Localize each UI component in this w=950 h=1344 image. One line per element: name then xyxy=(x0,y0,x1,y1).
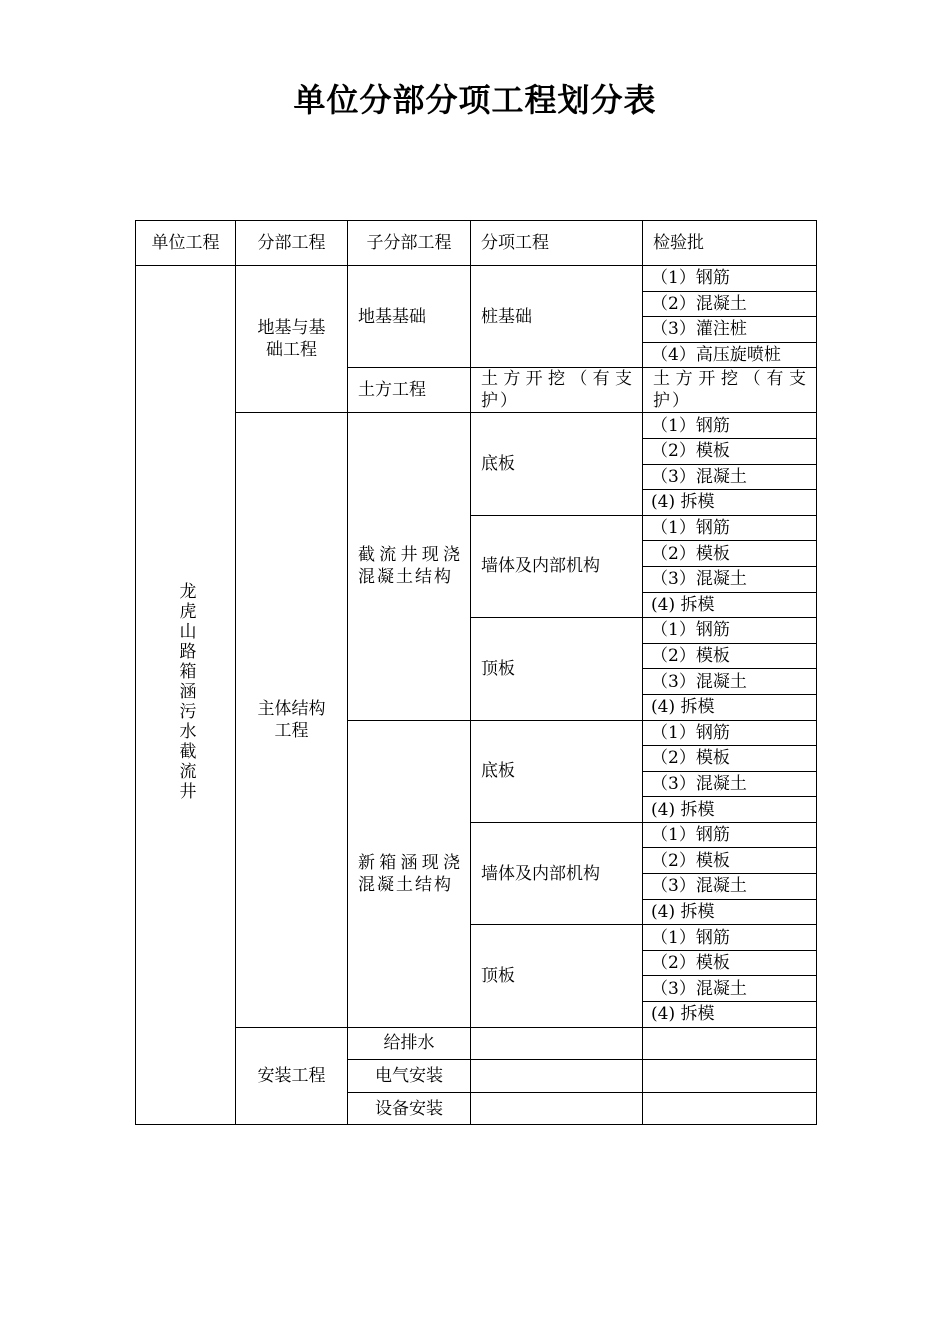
division-main-structure: 主体结构工程 xyxy=(236,413,348,1027)
batch-cell: （3）混凝土 xyxy=(643,566,817,592)
batch-cell: （1）钢筋 xyxy=(643,515,817,541)
unit-project-name: 龙虎山路箱涵污水截流井 xyxy=(175,582,196,803)
batch-cell: (4) 拆模 xyxy=(643,694,817,720)
batch-cell: （1）钢筋 xyxy=(643,925,817,951)
item-well-top: 顶板 xyxy=(471,618,643,720)
item-well-bottom: 底板 xyxy=(471,413,643,515)
division-table xyxy=(135,220,817,1125)
item-pile: 桩基础 xyxy=(471,266,643,368)
batch-cell: （3）混凝土 xyxy=(643,976,817,1002)
batch-cell: （1）钢筋 xyxy=(643,720,817,746)
batch-cell: (4) 拆模 xyxy=(643,1002,817,1028)
empty-cell xyxy=(643,1060,817,1093)
empty-cell xyxy=(471,1027,643,1060)
division-install: 安装工程 xyxy=(236,1027,348,1125)
subdivision-install: 电气安装 xyxy=(348,1060,471,1093)
batch-cell: （2）模板 xyxy=(643,541,817,567)
batch-cell: （3）混凝土 xyxy=(643,771,817,797)
batch-earth: 土方开挖（有支护） xyxy=(643,368,817,413)
batch-cell: （4）高压旋喷桩 xyxy=(643,342,817,368)
batch-cell: （2）模板 xyxy=(643,643,817,669)
item-culvert-wall: 墙体及内部机构 xyxy=(471,822,643,924)
subdivision-pile: 地基基础 xyxy=(348,266,471,368)
batch-cell: （2）混凝土 xyxy=(643,291,817,317)
item-well-wall: 墙体及内部机构 xyxy=(471,515,643,617)
item-earth: 土方开挖（有支护） xyxy=(471,368,643,413)
batch-cell: （2）模板 xyxy=(643,438,817,464)
header-subdivision: 子分部工程 xyxy=(348,221,471,266)
batch-cell: （3）灌注桩 xyxy=(643,317,817,343)
subdivision-install: 设备安装 xyxy=(348,1092,471,1125)
empty-cell xyxy=(643,1027,817,1060)
batch-cell: （1）钢筋 xyxy=(643,413,817,439)
header-division: 分部工程 xyxy=(236,221,348,266)
subdivision-culvert: 新箱涵现浇混凝土结构 xyxy=(348,720,471,1027)
division-foundation: 地基与基础工程 xyxy=(236,266,348,413)
batch-cell: （3）混凝土 xyxy=(643,464,817,490)
batch-cell: （1）钢筋 xyxy=(643,822,817,848)
batch-cell: （3）混凝土 xyxy=(643,874,817,900)
batch-cell: （1）钢筋 xyxy=(643,266,817,292)
empty-cell xyxy=(471,1092,643,1125)
page-title: 单位分部分项工程划分表 xyxy=(293,81,657,119)
table-row xyxy=(136,413,817,439)
item-culvert-bottom: 底板 xyxy=(471,720,643,822)
batch-cell: （2）模板 xyxy=(643,950,817,976)
batch-cell: (4) 拆模 xyxy=(643,592,817,618)
subdivision-well: 截流井现浇混凝土结构 xyxy=(348,413,471,720)
header-row xyxy=(136,221,817,266)
table-row xyxy=(136,1027,817,1060)
subdivision-install: 给排水 xyxy=(348,1027,471,1060)
header-batch: 检验批 xyxy=(643,221,817,266)
batch-cell: (4) 拆模 xyxy=(643,899,817,925)
unit-project-cell xyxy=(136,266,236,1125)
header-unit: 单位工程 xyxy=(136,221,236,266)
empty-cell xyxy=(471,1060,643,1093)
subdivision-earth: 土方工程 xyxy=(348,368,471,413)
table-row xyxy=(136,266,817,292)
header-item: 分项工程 xyxy=(471,221,643,266)
batch-cell: (4) 拆模 xyxy=(643,797,817,823)
batch-cell: （3）混凝土 xyxy=(643,669,817,695)
batch-cell: （2）模板 xyxy=(643,746,817,772)
empty-cell xyxy=(643,1092,817,1125)
batch-cell: （1）钢筋 xyxy=(643,618,817,644)
batch-cell: (4) 拆模 xyxy=(643,490,817,516)
batch-cell: （2）模板 xyxy=(643,848,817,874)
item-culvert-top: 顶板 xyxy=(471,925,643,1027)
